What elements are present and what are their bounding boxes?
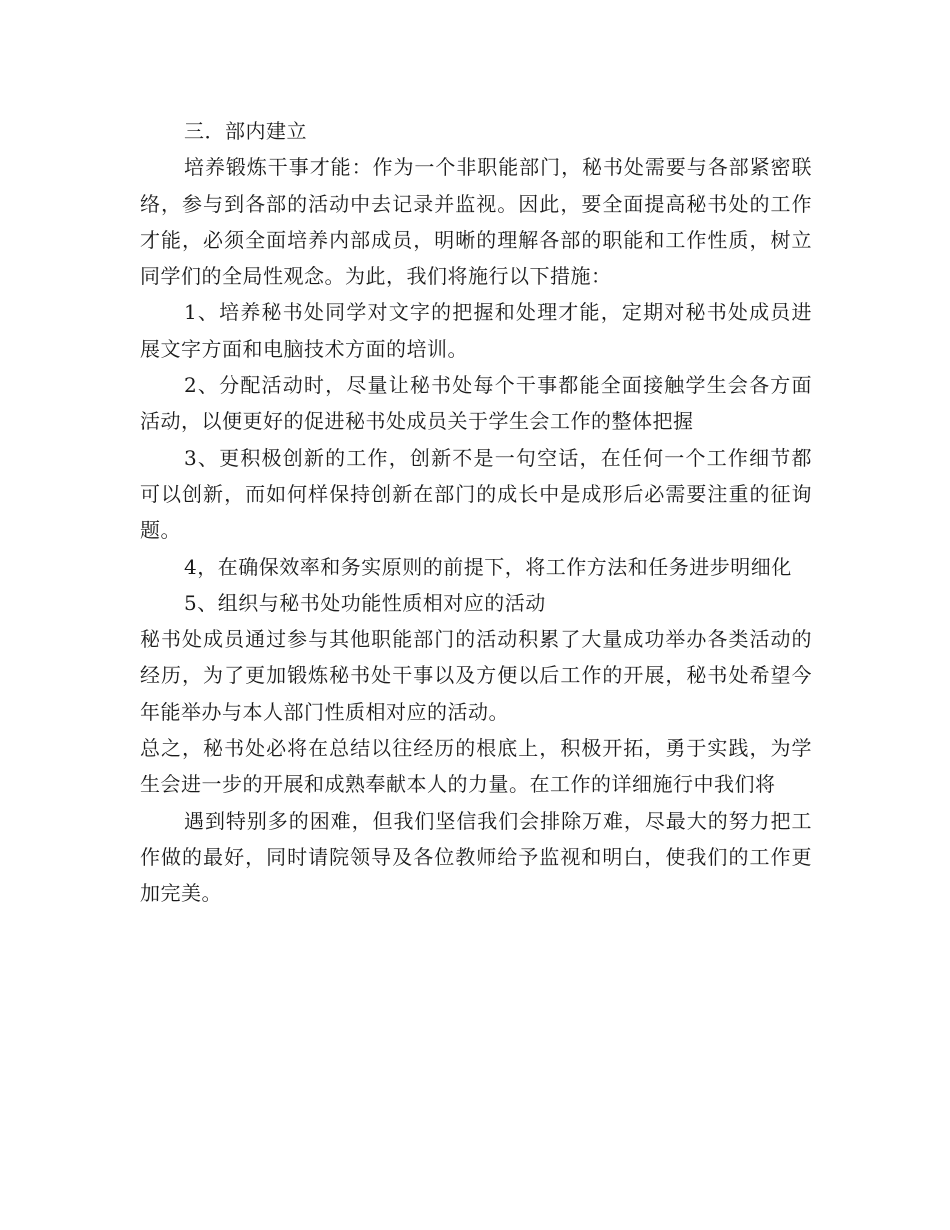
- paragraph-activities: 秘书处成员通过参与其他职能部门的活动积累了大量成功举办各类活动的经历，为了更加锻炼秘书处干事以及方便以后工作的开展，秘书处希望今年能举办与本人部门性质相对应的活动。: [140, 627, 812, 724]
- paragraph-summary: 总之，秘书处必将在总结以往经历的根底上，积极开拓，勇于实践，为学生会进一步的开展和成熟奉献本人的力量。在工作的详细施行中我们将: [140, 736, 812, 797]
- paragraph-measure-1: 1、培养秘书处同学对文字的把握和处理才能，定期对秘书处成员进展文字方面和电脑技术方面的培训。: [140, 300, 812, 361]
- paragraph-measure-4: 4，在确保效率和务实原则的前提下，将工作方法和任务进步明细化: [184, 554, 792, 579]
- paragraph-measure-5: 5、组织与秘书处功能性质相对应的活动: [184, 590, 546, 615]
- paragraph-measure-2: 2、分配活动时，尽量让秘书处每个干事都能全面接触学生会各方面活动，以便更好的促进秘书处成员关于学生会工作的整体把握: [140, 373, 812, 434]
- paragraph-intro: 培养锻炼干事才能：作为一个非职能部门，秘书处需要与各部紧密联络，参与到各部的活动中去记录并监视。因此，要全面提高秘书处的工作才能，必须全面培养内部成员，明晰的理解各部的职能和工作性质，树立同学们的全局性观念。为此，我们将施行以下措施：: [140, 155, 812, 289]
- paragraph-measure-3: 3、更积极创新的工作，创新不是一句空话，在任何一个工作细节都可以创新，而如何样保持创新在部门的成长中是成形后必需要注重的征询题。: [140, 445, 812, 543]
- section-heading: 三．部内建立: [184, 119, 307, 143]
- paragraph-closing: 遇到特别多的困难，但我们坚信我们会排除万难，尽最大的努力把工作做的最好，同时请院领导及各位教师给予监视和明白，使我们的工作更加完美。: [140, 808, 812, 906]
- document-body: [140, 113, 812, 912]
